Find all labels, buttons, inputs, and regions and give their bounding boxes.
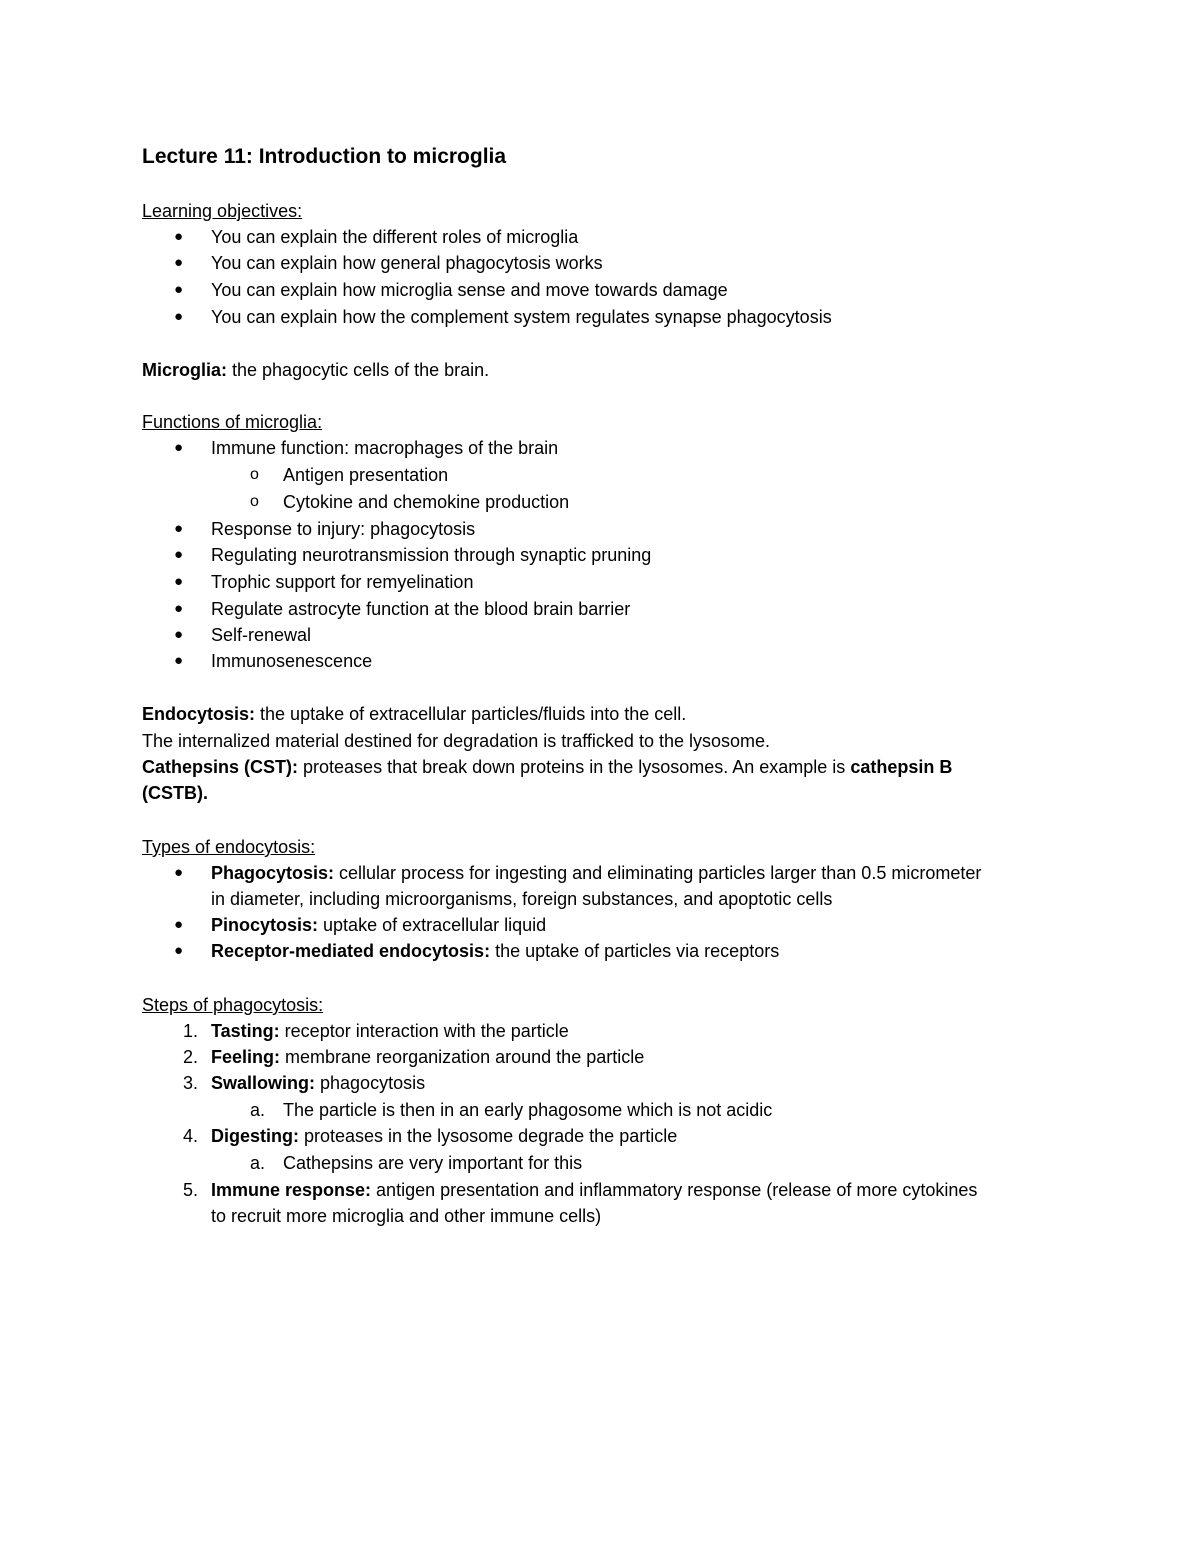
list-item: You can explain the different roles of microglia: [211, 227, 579, 247]
bullet-icon: ●: [174, 864, 184, 881]
list-item: [211, 860, 981, 886]
item-text: uptake of extracellular liquid: [318, 915, 547, 935]
step-item: [211, 1044, 644, 1070]
step-number: 4.: [182, 1126, 198, 1146]
list-item: Cytokine and chemokine production: [283, 492, 570, 512]
list-item: Regulating neurotransmission through synaptic pruning: [211, 545, 652, 565]
list-item: Response to injury: phagocytosis: [211, 519, 476, 539]
step-text: antigen presentation and inflammatory response (release of more cytokines: [371, 1180, 978, 1200]
cathepsins-text: proteases that break down proteins in the lysosomes. An example is: [298, 757, 851, 777]
list-item: You can explain how microglia sense and move towards damage: [211, 280, 728, 300]
item-text: the uptake of particles via receptors: [490, 941, 780, 961]
cathepsins-definition: [142, 754, 952, 780]
list-item: Immunosenescence: [211, 651, 373, 671]
list-item: Regulate astrocyte function at the blood brain barrier: [211, 599, 631, 619]
step-number: 5.: [182, 1180, 198, 1200]
list-item: Antigen presentation: [283, 465, 449, 485]
page-title: Lecture 11: Introduction to microglia: [142, 145, 507, 168]
step-item: [211, 1018, 569, 1044]
list-item: Trophic support for remyelination: [211, 572, 474, 592]
step-term: Tasting:: [211, 1021, 280, 1041]
step-text: phagocytosis: [315, 1073, 426, 1093]
list-item: [211, 912, 546, 938]
bullet-icon: ●: [174, 520, 184, 537]
step-term: Swallowing:: [211, 1073, 316, 1093]
item-term: Receptor-mediated endocytosis:: [211, 941, 491, 961]
microglia-term: Microglia:: [142, 360, 228, 380]
endocytosis-definition: [142, 701, 686, 727]
step-term: Digesting:: [211, 1126, 299, 1146]
bullet-icon: ●: [174, 254, 184, 271]
sub-bullet-icon: o: [250, 466, 259, 483]
bullet-icon: ●: [174, 942, 184, 959]
list-item: Self-renewal: [211, 625, 312, 645]
bullet-icon: ●: [174, 573, 184, 590]
sub-step-item: The particle is then in an early phagosome which is not acidic: [283, 1100, 773, 1120]
cathepsins-continuation: (CSTB).: [142, 783, 208, 803]
bullet-icon: ●: [174, 600, 184, 617]
bullet-icon: ●: [174, 228, 184, 245]
bullet-icon: ●: [174, 626, 184, 643]
endocytosis-text: the uptake of extracellular particles/fluids into the cell.: [255, 704, 687, 724]
steps-heading: Steps of phagocytosis:: [142, 995, 324, 1015]
bullet-icon: ●: [174, 916, 184, 933]
types-heading: Types of endocytosis:: [142, 837, 316, 857]
bullet-icon: ●: [174, 308, 184, 325]
step-term: Immune response:: [211, 1180, 372, 1200]
step-item-continuation: to recruit more microglia and other immune cells): [211, 1206, 602, 1226]
item-text: cellular process for ingesting and eliminating particles larger than 0.5 micrometer: [334, 863, 982, 883]
sub-step-label: a.: [250, 1100, 266, 1120]
bullet-icon: ●: [174, 439, 184, 456]
step-text: proteases in the lysosome degrade the particle: [299, 1126, 678, 1146]
endocytosis-term: Endocytosis:: [142, 704, 256, 724]
microglia-definition: [142, 357, 489, 383]
step-item: [211, 1123, 677, 1149]
step-text: membrane reorganization around the particle: [280, 1047, 645, 1067]
item-term: Pinocytosis:: [211, 915, 319, 935]
functions-heading: Functions of microglia:: [142, 412, 323, 432]
list-item-continuation: in diameter, including microorganisms, foreign substances, and apoptotic cells: [211, 889, 833, 909]
list-item: [211, 938, 779, 964]
step-item: [211, 1070, 425, 1096]
cathepsins-term: Cathepsins (CST):: [142, 757, 299, 777]
step-item: [211, 1177, 977, 1203]
step-number: 3.: [182, 1073, 198, 1093]
bullet-icon: ●: [174, 546, 184, 563]
sub-step-item: Cathepsins are very important for this: [283, 1153, 583, 1173]
learning-objectives-heading: Learning objectives:: [142, 201, 303, 221]
sub-step-label: a.: [250, 1153, 266, 1173]
list-item: You can explain how the complement system regulates synapse phagocytosis: [211, 307, 832, 327]
list-item: Immune function: macrophages of the brain: [211, 438, 559, 458]
step-text: receptor interaction with the particle: [279, 1021, 569, 1041]
sub-bullet-icon: o: [250, 493, 259, 510]
list-item: You can explain how general phagocytosis works: [211, 253, 603, 273]
item-term: Phagocytosis:: [211, 863, 335, 883]
step-number: 1.: [182, 1021, 198, 1041]
cathepsin-b-term: cathepsin B: [850, 757, 953, 777]
bullet-icon: ●: [174, 281, 184, 298]
step-number: 2.: [182, 1047, 198, 1067]
microglia-text: the phagocytic cells of the brain.: [227, 360, 490, 380]
endocytosis-line2: The internalized material destined for degradation is trafficked to the lysosome.: [142, 731, 771, 751]
step-term: Feeling:: [211, 1047, 281, 1067]
bullet-icon: ●: [174, 652, 184, 669]
